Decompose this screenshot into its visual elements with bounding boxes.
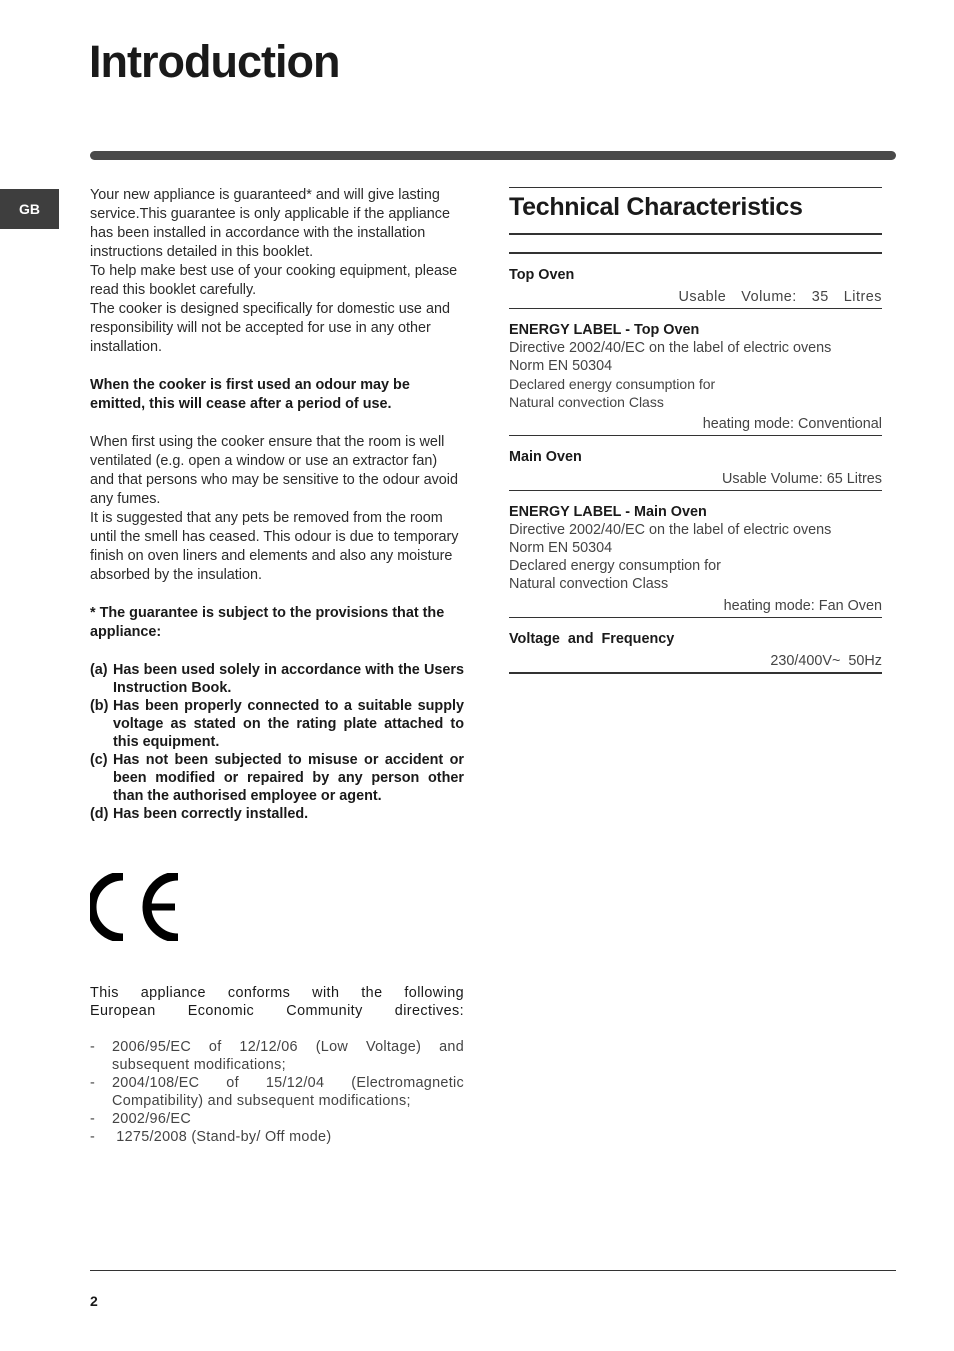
- section-title: Technical Characteristics: [509, 193, 803, 221]
- condition-label: (c): [90, 752, 108, 768]
- guarantee-heading: * The guarantee is subject to the provisions that the appliance:: [90, 605, 445, 640]
- condition-label: (a): [90, 662, 108, 678]
- conformity-intro-line-1: This appliance conforms with the following: [90, 985, 464, 1001]
- domestic-use-paragraph: The cooker is designed specifically for domestic use and responsibility will not be accepted for use in any other installation.: [90, 301, 450, 355]
- energy-class: Natural convection Class: [509, 394, 664, 410]
- main-oven-title: Main Oven: [509, 449, 582, 465]
- directive-text: 2002/96/EC: [112, 1111, 192, 1127]
- condition-label: (d): [90, 806, 109, 822]
- directive-text: 2004/108/EC of 15/12/04 (Electromagnetic Compatibility) and subsequent modifications;: [112, 1075, 464, 1109]
- top-oven-volume: Usable Volume: 35 Litres: [678, 289, 882, 305]
- introduction-column: [90, 186, 464, 823]
- list-item: [90, 1038, 464, 1074]
- page-number: 2: [90, 1293, 98, 1309]
- energy-heating-mode: heating mode: Fan Oven: [723, 598, 882, 614]
- energy-label-top-section: [509, 309, 882, 435]
- list-dash: -: [90, 1039, 96, 1055]
- guarantee-paragraph: Your new appliance is guaranteed* and will give lasting service.This guarantee is only applicable if the appliance has been installed in accordance with the installation instructions detailed in this booklet.: [90, 187, 450, 260]
- guarantee-conditions-list: [90, 661, 464, 823]
- energy-declared: Declared energy consumption for: [509, 376, 716, 392]
- list-dash: -: [90, 1075, 96, 1091]
- list-item: [90, 805, 464, 823]
- pets-paragraph: It is suggested that any pets be removed from the room until the smell has ceased. This odour is due to temporary finish on oven liners and elements and also any moisture absorbed by the insulation.: [90, 510, 459, 583]
- title-divider: [90, 151, 896, 160]
- read-booklet-paragraph: To help make best use of your cooking equipment, please read this booklet carefully.: [90, 263, 458, 298]
- list-item: [90, 1128, 464, 1146]
- list-item: [90, 751, 464, 805]
- energy-class: Natural convection Class: [509, 576, 669, 592]
- top-oven-title: Top Oven: [509, 267, 575, 283]
- condition-text: Has been used solely in accordance with the Users Instruction Book.: [113, 662, 464, 696]
- table-bottom-rule: [509, 672, 882, 674]
- energy-label-main-section: [509, 491, 882, 617]
- list-item: [90, 697, 464, 751]
- main-oven-section: [509, 436, 882, 490]
- energy-directive: Directive 2002/40/EC on the label of electric ovens: [509, 340, 832, 356]
- energy-directive: Directive 2002/40/EC on the label of electric ovens: [509, 522, 832, 538]
- technical-characteristics: [509, 187, 882, 674]
- top-oven-section: [509, 254, 882, 308]
- ce-mark-icon: [90, 873, 184, 941]
- main-oven-volume: Usable Volume: 65 Litres: [722, 471, 882, 487]
- conformity-section: [90, 984, 464, 1146]
- condition-text: Has not been subjected to misuse or accident or been modified or repaired by any person other than the authorised employee or agent.: [113, 752, 464, 804]
- energy-label-main-title: ENERGY LABEL - Main Oven: [509, 504, 707, 520]
- energy-declared: Declared energy consumption for: [509, 558, 721, 574]
- conformity-intro-line-2: European Economic Community directives:: [90, 1003, 464, 1019]
- energy-label-top-title: ENERGY LABEL - Top Oven: [509, 322, 700, 338]
- list-dash: -: [90, 1129, 96, 1145]
- directive-text: 2006/95/EC of 12/12/06 (Low Voltage) and subsequent modifications;: [112, 1039, 464, 1073]
- condition-text: Has been properly connected to a suitable supply voltage as stated on the rating plate attached to this equipment.: [113, 698, 464, 750]
- condition-label: (b): [90, 698, 109, 714]
- footer-divider: [90, 1270, 896, 1271]
- voltage-section: [509, 618, 882, 672]
- voltage-value: 230/400V~ 50Hz: [770, 653, 882, 669]
- odour-warning: When the cooker is first used an odour may be emitted, this will cease after a period of use.: [90, 377, 410, 412]
- language-tab: GB: [0, 189, 59, 229]
- list-item: [90, 1074, 464, 1110]
- list-item: [90, 661, 464, 697]
- voltage-title: Voltage and Frequency: [509, 631, 675, 647]
- energy-norm: Norm EN 50304: [509, 540, 613, 556]
- directive-text: 1275/2008 (Stand-by/ Off mode): [112, 1129, 332, 1145]
- list-item: [90, 1110, 464, 1128]
- list-dash: -: [90, 1111, 96, 1127]
- energy-heating-mode: heating mode: Conventional: [702, 416, 882, 432]
- condition-text: Has been correctly installed.: [113, 806, 309, 822]
- directives-list: [90, 1038, 464, 1146]
- ventilation-paragraph: When first using the cooker ensure that the room is well ventilated (e.g. open a window or use an extractor fan) and that persons who may be sensitive to the odour avoid any fumes.: [90, 434, 458, 507]
- page-title: Introduction: [89, 36, 340, 87]
- energy-norm: Norm EN 50304: [509, 358, 613, 374]
